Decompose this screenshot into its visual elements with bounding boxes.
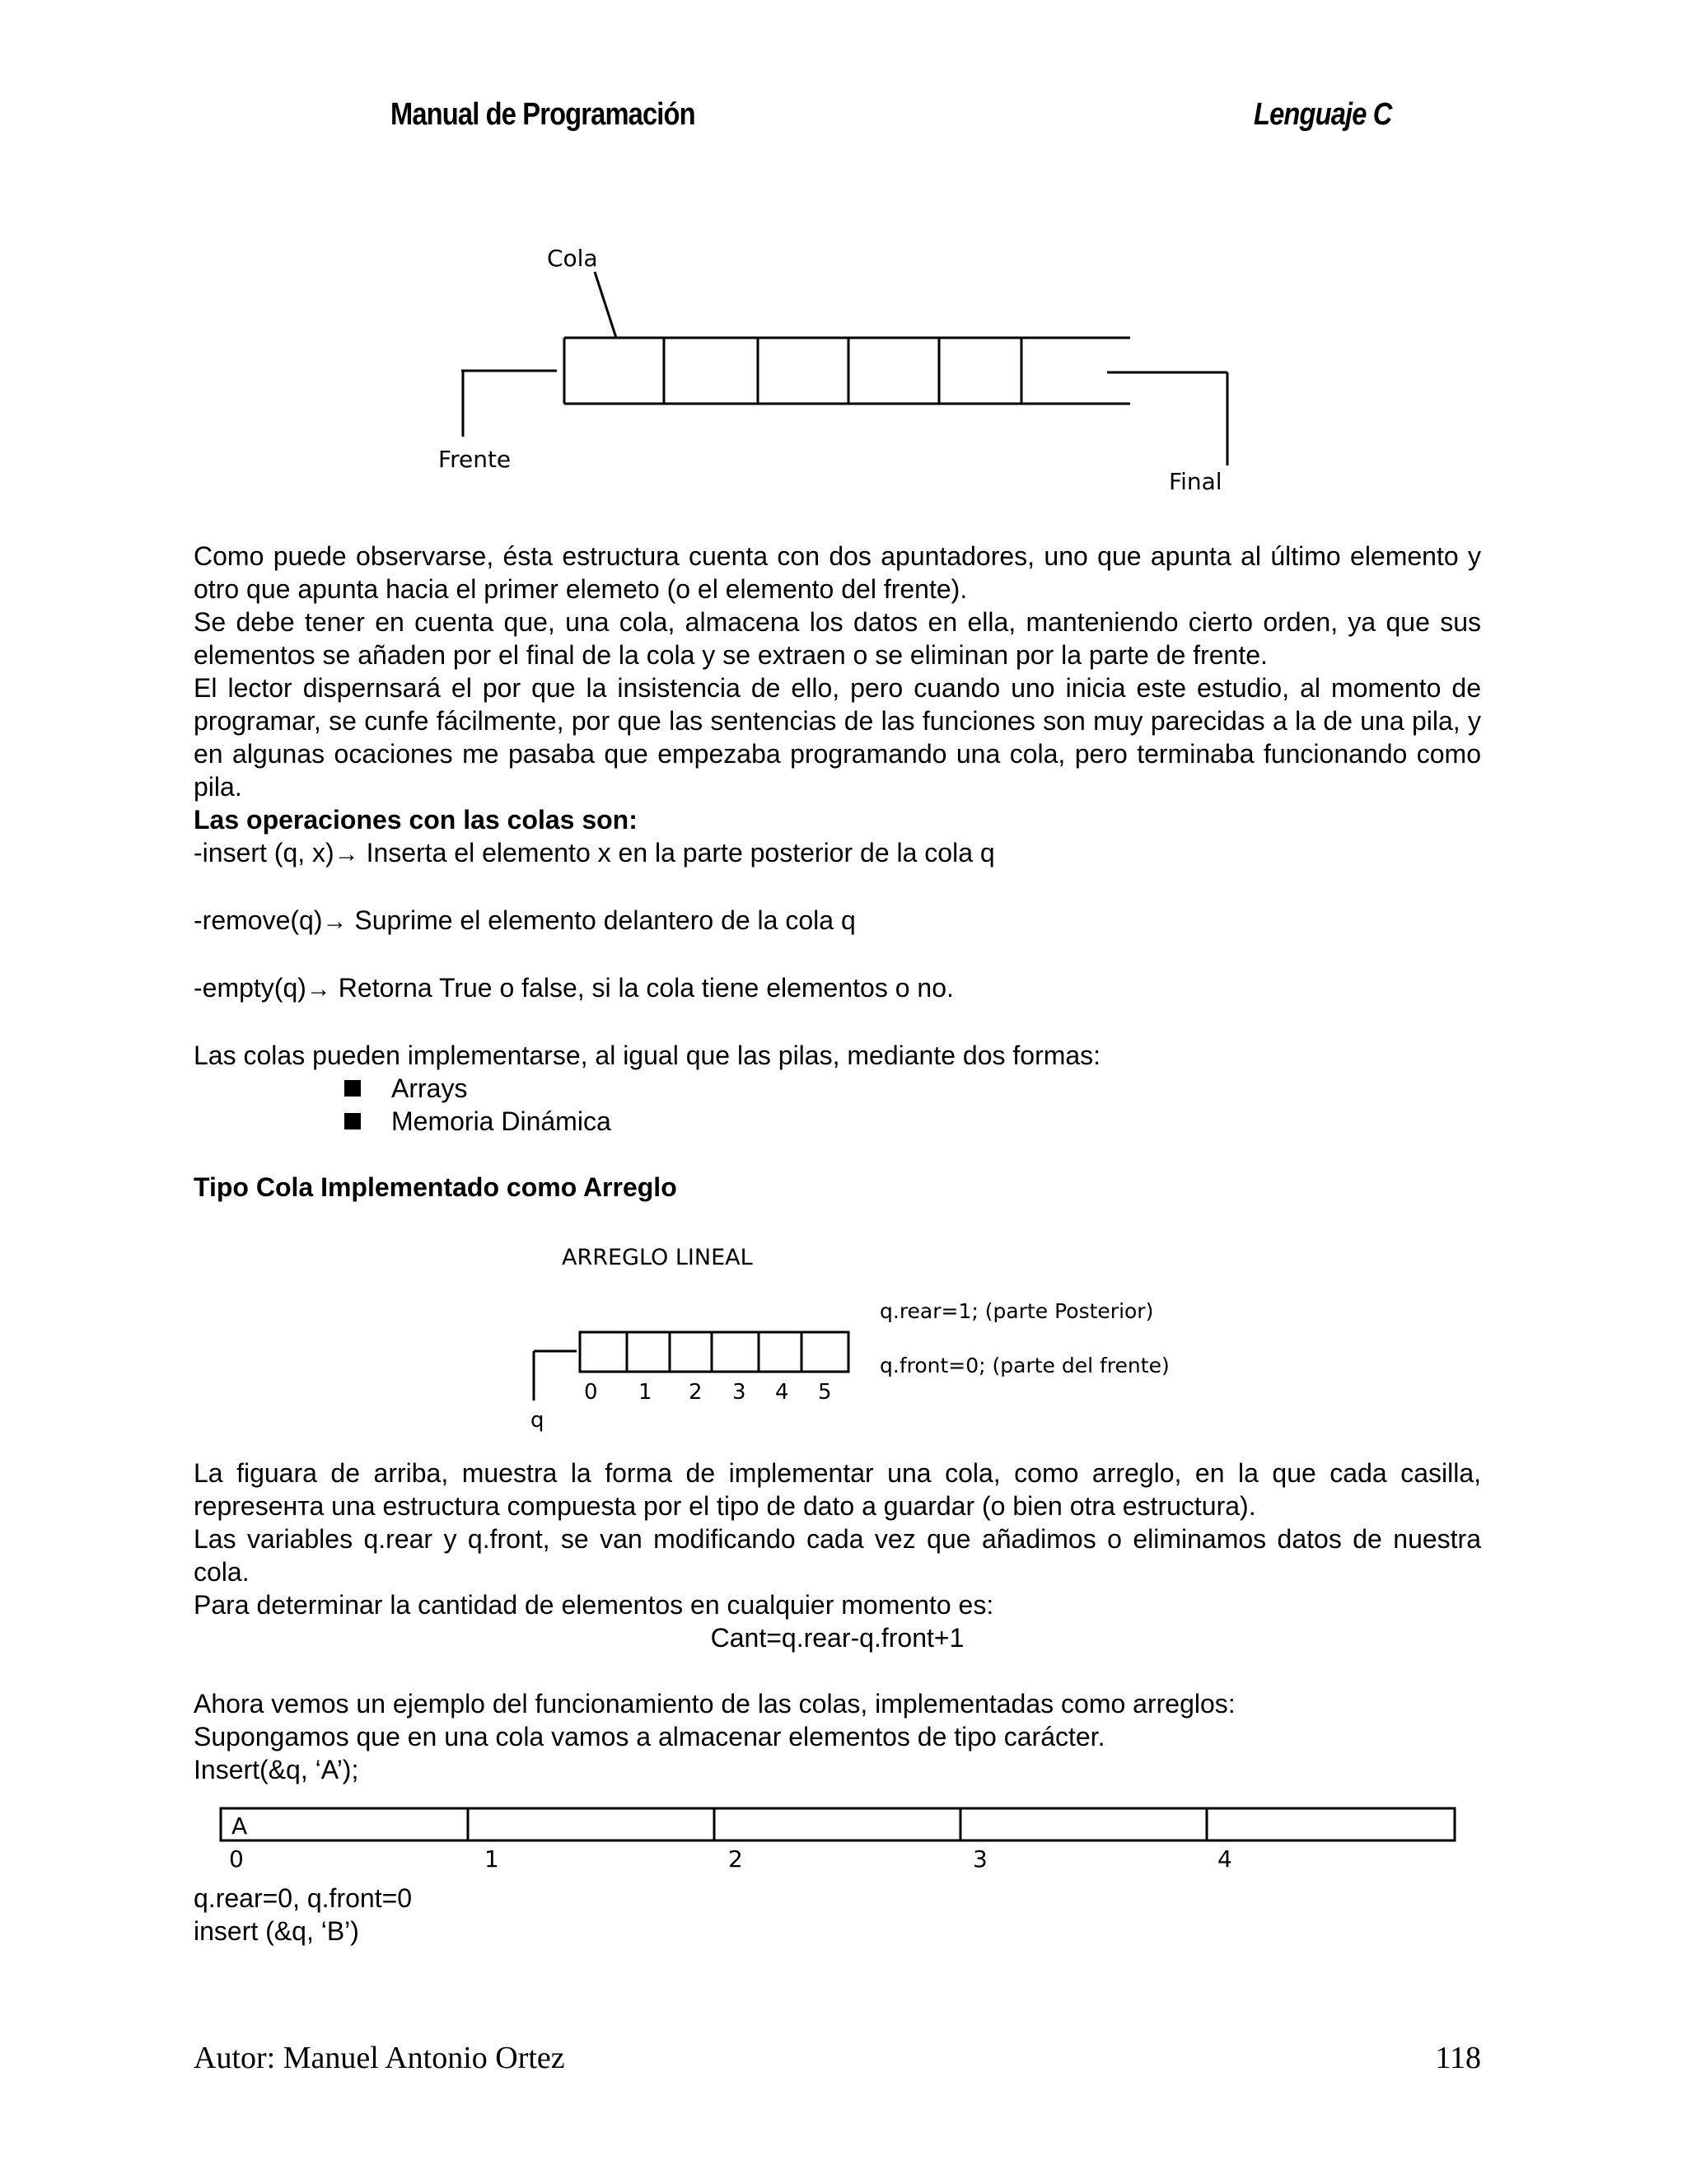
paragraph: Las variables q.rear y q.front, se van modificando cada vez que añadimos o eliminamos datos de nuestra cola.: [194, 1524, 1481, 1587]
header-title: Manual de Programación: [390, 97, 695, 132]
footer-author: Autor: Manuel Antonio Ortez: [194, 2041, 565, 2075]
arrow-icon: →: [334, 840, 359, 868]
array-index: 5: [818, 1380, 832, 1405]
section-3: [194, 1882, 1481, 1948]
front-label: q.front=0; (parte del frente): [880, 1354, 1170, 1377]
header-subtitle: Lenguaje C: [1254, 97, 1392, 132]
array-title: ARREGLO LINEAL: [562, 1245, 753, 1270]
operation-empty: -empty(q)→ Retorna True o false, si la cola tiene elementos o no.: [194, 973, 954, 1003]
example-cell-value: A: [231, 1812, 248, 1840]
paragraph: Se debe tener en cuenta que, una cola, almacena los datos en ella, manteniendo cierto orden, ya que sus elementos se añaden por el final de la cola y se extraen o se eliminan por la parte de frente.: [194, 607, 1481, 670]
cola-label: Cola: [547, 245, 598, 272]
list-item: Arrays: [344, 1072, 1481, 1105]
list-item: Memoria Dinámica: [344, 1105, 1481, 1138]
paragraph: Las colas pueden implementarse, al igual que las pilas, mediante dos formas:: [194, 1041, 1101, 1070]
operation-remove: -remove(q)→ Suprime el elemento delantero de la cola q: [194, 905, 856, 935]
final-label: Final: [1169, 468, 1222, 495]
paragraph: Supongamos que en una cola vamos a almacenar elementos de tipo carácter.: [194, 1722, 1105, 1751]
paragraph: La figuara de arriba, muestra la forma de implementar una cola, como arreglo, en la que cada casilla, represента una estructura compuesta por el tipo de dato a guardar (o bien otra estructura).: [194, 1458, 1481, 1521]
code-line: insert (&q, ‘B’): [194, 1916, 359, 1946]
paragraph: Ahora vemos un ejemplo del funcionamiento de las colas, implementadas como arreglos:: [194, 1689, 1236, 1719]
paragraph: El lector dispernsará el por que la insistencia de ello, pero cuando uno inicia este estudio, al momento de programar, se cunfe fácilmente, por que las sentencias de las funciones son muy parecidas a la de una pila, y en algunas ocaciones me pasaba que empezaba programando una cola, pero terminaba funcionando como pila.: [194, 673, 1481, 802]
frente-label: Frente: [438, 446, 512, 473]
array-index: 2: [689, 1380, 703, 1405]
example-index: 0: [229, 1845, 244, 1873]
page-number: 118: [1435, 2041, 1481, 2075]
example-index: 3: [973, 1845, 988, 1873]
operations-title: Las operaciones con las colas son:: [194, 805, 638, 835]
example-index: 4: [1217, 1845, 1232, 1873]
q-label: q: [530, 1408, 544, 1433]
section-subheading: Tipo Cola Implementado como Arreglo: [194, 1172, 677, 1202]
array-index: 0: [584, 1380, 598, 1405]
array-index: 4: [775, 1380, 789, 1405]
array-index: 3: [732, 1380, 746, 1405]
arrow-icon: →: [322, 908, 348, 935]
code-line: Insert(&q, ‘A’);: [194, 1755, 359, 1784]
arrow-icon: →: [306, 975, 331, 1003]
formula: Cant=q.rear-q.front+1: [710, 1623, 965, 1653]
rear-label: q.rear=1; (parte Posterior): [880, 1299, 1154, 1323]
example-index: 1: [484, 1845, 499, 1873]
code-line: q.rear=0, q.front=0: [194, 1883, 413, 1913]
example-array-box: [221, 1808, 1455, 1840]
paragraph: Para determinar la cantidad de elementos en cualquier momento es:: [194, 1590, 994, 1620]
operation-insert: -insert (q, x)→ Inserta el elemento x en la parte posterior de la cola q: [194, 838, 995, 868]
array-index: 1: [638, 1380, 652, 1405]
paragraph: Como puede observarse, ésta estructura cuenta con dos apuntadores, uno que apunta al último elemento y otro que apunta hacia el primer elemeto (o el elemento del frente).: [194, 541, 1481, 604]
example-index: 2: [728, 1845, 743, 1873]
